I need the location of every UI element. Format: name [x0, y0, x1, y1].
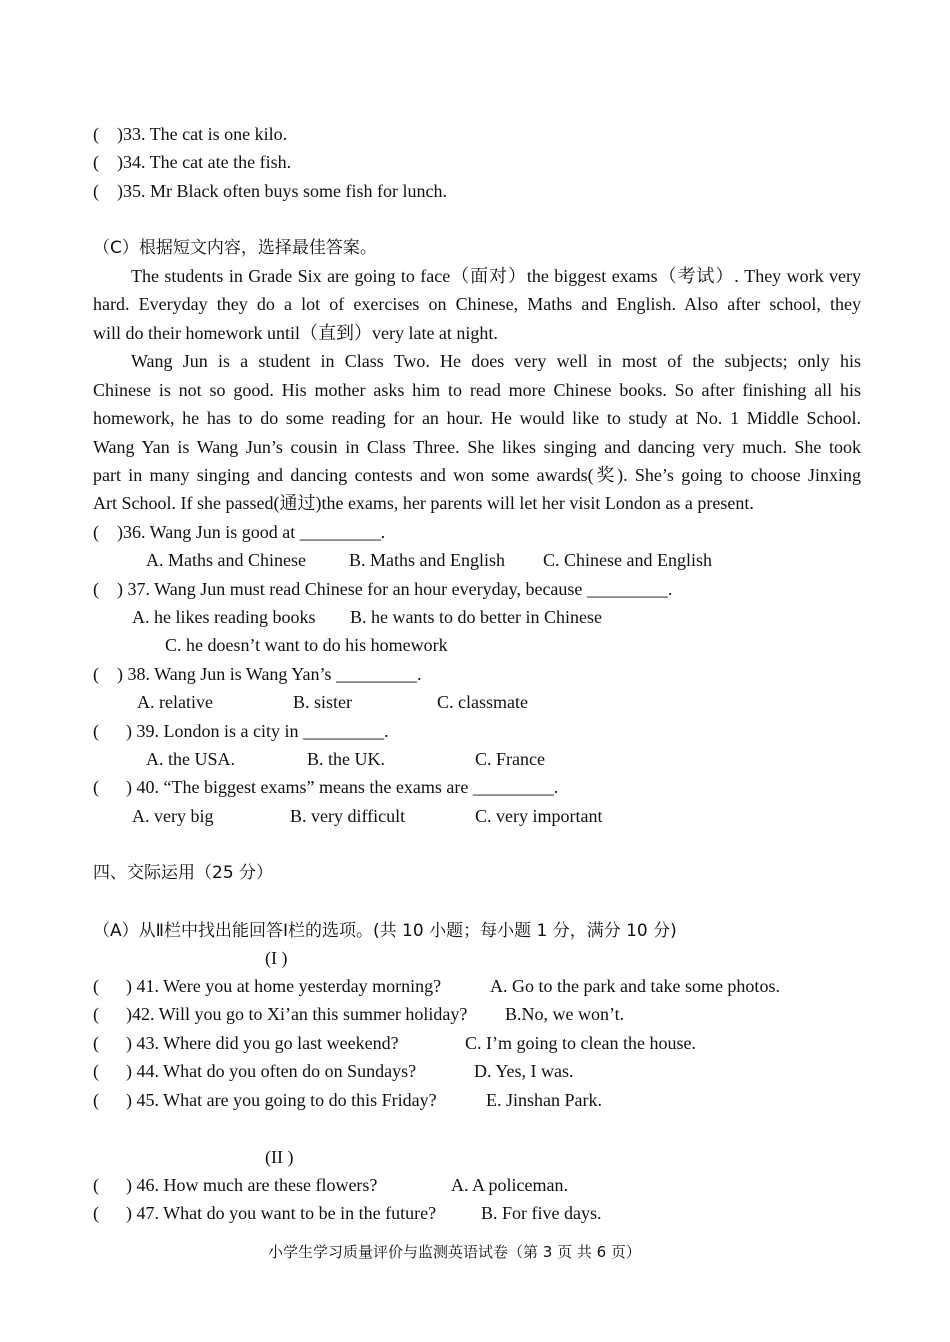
answer-paren: ( ) [93, 1061, 132, 1081]
option-a: A. very big [132, 806, 214, 826]
option-b: B. Maths and English [349, 550, 505, 570]
question-text: 44. What do you often do on Sundays? [132, 1061, 417, 1081]
question-text: 45. What are you going to do this Friday? [132, 1090, 437, 1110]
question-text: 46. How much are these flowers? [132, 1175, 378, 1195]
option-a: A. he likes reading books [132, 607, 316, 627]
question-text: 34. The cat ate the fish. [123, 152, 292, 172]
match-row-46 [93, 1171, 377, 1199]
match-row-43 [93, 1029, 399, 1057]
option-c: C. very important [475, 806, 603, 826]
passage-line: Art School. If she passed(通过)the exams, her parents will let her visit London as a present. [93, 493, 754, 513]
option-b: B. sister [293, 692, 353, 712]
option-c: C. he doesn’t want to do his homework [165, 635, 448, 655]
option-b: B. he wants to do better in Chinese [350, 607, 602, 627]
passage-line: hard. Everyday they do a lot of exercises on Chinese, Maths and English. Also after school, they [93, 294, 861, 314]
passage-line: Wang Jun is a student in Class Two. He does very well in most of the subjects; only his [131, 351, 861, 371]
question-text: 40. “The biggest exams” means the exams are _________. [132, 777, 559, 797]
answer-paren: ( ) [93, 1033, 132, 1053]
question-text: 38. Wang Jun is Wang Yan’s _________. [123, 664, 422, 684]
answer-paren: ( ) [93, 1090, 132, 1110]
passage-line: homework, he has to do some reading for an hour. He would like to study at No. 1 Middle School. [93, 408, 861, 428]
column-2-label: (II ) [265, 1147, 294, 1167]
passage-line: part in many singing and dancing contests and won some awards(奖). She’s going to choose Jinxing [93, 465, 861, 485]
match-row-44 [93, 1057, 416, 1085]
match-row-47 [93, 1199, 436, 1227]
answer-paren: ( ) [93, 777, 132, 797]
passage-line: The students in Grade Six are going to face（面对）the biggest exams（考试）. They work very [131, 266, 861, 286]
option-a: A. relative [137, 692, 213, 712]
part-a-heading: （A）从Ⅱ栏中找出能回答Ⅰ栏的选项。(共 10 小题；每小题 1 分，满分 10 分) [93, 921, 677, 941]
question-row-40 [93, 773, 558, 801]
match-answer-b: B.No, we won’t. [505, 1004, 625, 1024]
question-row-35 [93, 177, 447, 205]
question-text: 35. Mr Black often buys some fish for lunch. [123, 181, 447, 201]
match-answer-a: A. Go to the park and take some photos. [490, 976, 780, 996]
match-row-41 [93, 972, 441, 1000]
passage-line: Chinese is not so good. His mother asks him to read more Chinese books. So after finishing all his [93, 380, 861, 400]
answer-paren: ( ) [93, 1004, 132, 1024]
answer-paren: ( ) [93, 124, 123, 144]
question-row-39 [93, 717, 388, 745]
question-row-33 [93, 120, 287, 148]
answer-paren: ( ) [93, 522, 123, 542]
question-row-34 [93, 148, 291, 176]
question-row-38 [93, 660, 421, 688]
question-text: 41. Were you at home yesterday morning? [132, 976, 442, 996]
match-answer-a: A. A policeman. [451, 1175, 568, 1195]
match-answer-b: B. For five days. [481, 1203, 602, 1223]
question-text: 36. Wang Jun is good at _________. [123, 522, 386, 542]
section-4-heading: 四、交际运用（25 分） [93, 863, 274, 883]
question-text: 42. Will you go to Xi’an this summer holiday? [132, 1004, 468, 1024]
answer-paren: ( ) [93, 664, 123, 684]
answer-paren: ( ) [93, 1175, 132, 1195]
option-a: A. Maths and Chinese [146, 550, 306, 570]
match-answer-d: D. Yes, I was. [474, 1061, 574, 1081]
answer-paren: ( ) [93, 579, 123, 599]
page-footer: 小学生学习质量评价与监测英语试卷（第 3 页 共 6 页） [268, 1243, 641, 1261]
option-c: C. France [475, 749, 545, 769]
question-text: 39. London is a city in _________. [132, 721, 389, 741]
question-text: 47. What do you want to be in the future? [132, 1203, 437, 1223]
passage-line: Wang Yan is Wang Jun’s cousin in Class Three. She likes singing and dancing very much. She took [93, 437, 861, 457]
match-answer-c: C. I’m going to clean the house. [465, 1033, 696, 1053]
match-answer-e: E. Jinshan Park. [486, 1090, 602, 1110]
option-b: B. very difficult [290, 806, 406, 826]
answer-paren: ( ) [93, 976, 132, 996]
question-text: 37. Wang Jun must read Chinese for an hour everyday, because _________. [123, 579, 673, 599]
answer-paren: ( ) [93, 181, 123, 201]
option-c: C. Chinese and English [543, 550, 712, 570]
option-a: A. the USA. [146, 749, 235, 769]
option-c: C. classmate [437, 692, 528, 712]
match-row-45 [93, 1086, 437, 1114]
section-c-heading: （C）根据短文内容，选择最佳答案。 [93, 238, 377, 258]
passage-line: will do their homework until（直到）very late at night. [93, 323, 498, 343]
answer-paren: ( ) [93, 152, 123, 172]
match-row-42 [93, 1000, 467, 1028]
answer-paren: ( ) [93, 721, 132, 741]
question-text: 43. Where did you go last weekend? [132, 1033, 399, 1053]
answer-paren: ( ) [93, 1203, 132, 1223]
question-row-36 [93, 518, 385, 546]
option-b: B. the UK. [307, 749, 385, 769]
question-row-37 [93, 575, 672, 603]
question-text: 33. The cat is one kilo. [123, 124, 288, 144]
column-1-label: (I ) [265, 948, 288, 968]
